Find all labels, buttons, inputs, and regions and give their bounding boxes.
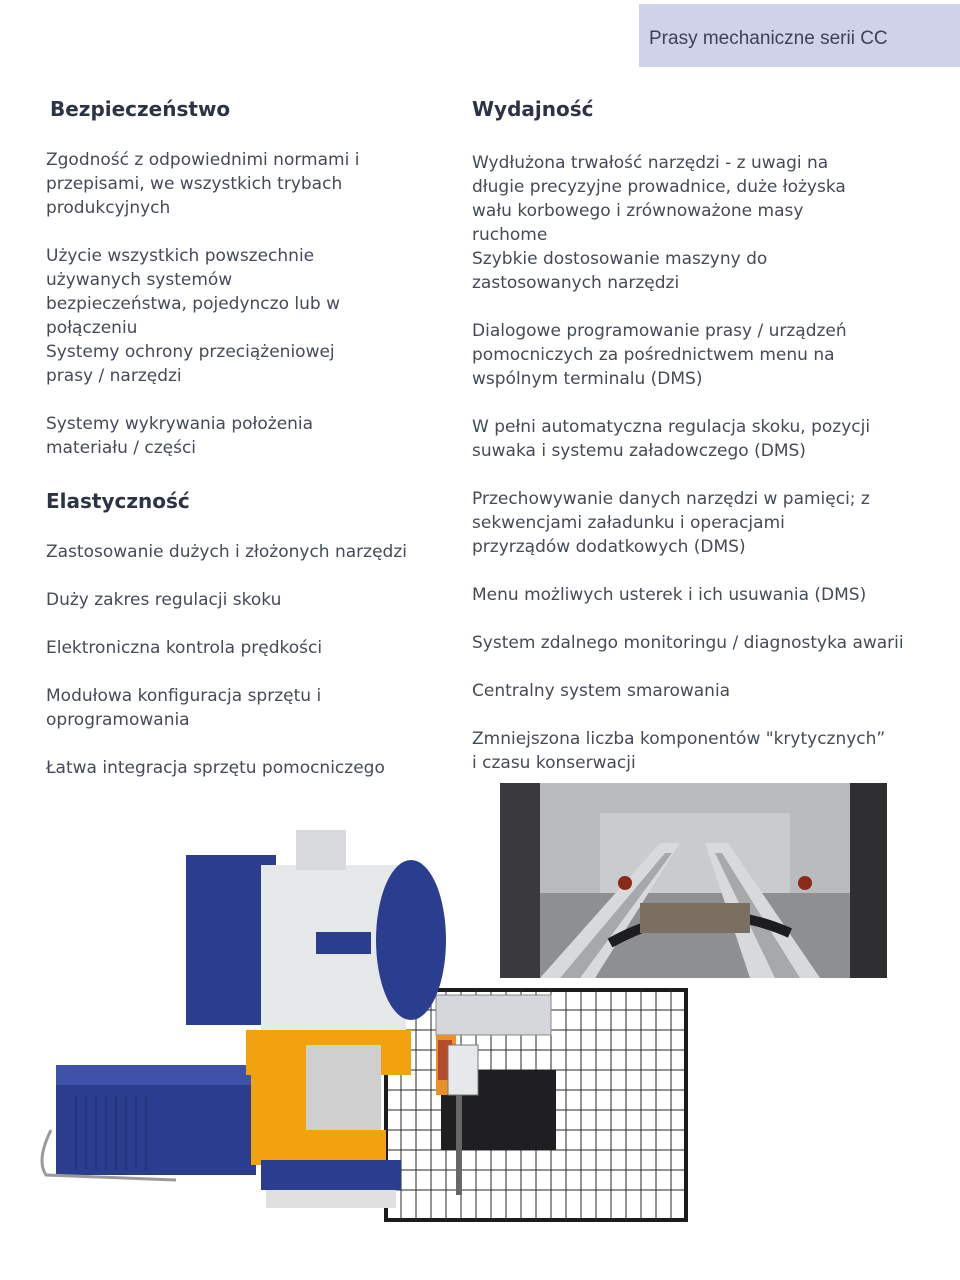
perf-item: Wydłużona trwałość narzędzi - z uwagi na długie precyzyjne prowadnice, duże łożyska wału korbowego i zrównoważone masy ruchome	[472, 153, 846, 245]
perf-item: Menu możliwych usterek i ich usuwania (DMS)	[472, 585, 867, 605]
header-tab	[639, 4, 960, 67]
perf-item: Centralny system smarowania	[472, 681, 731, 701]
flexibility-heading: Elastyczność	[46, 489, 190, 513]
safety-item: Systemy ochrony przeciążeniowej prasy / narzędzi	[46, 342, 335, 386]
perf-item: W pełni automatyczna regulacja skoku, pozycji suwaka i systemu załadowczego (DMS)	[472, 417, 871, 461]
header-title: Prasy mechaniczne serii CC	[649, 28, 888, 49]
safety-item: Użycie wszystkich powszechnie używanych systemów bezpieczeństwa, pojedynczo lub w połączeniu	[46, 246, 340, 338]
performance-heading: Wydajność	[472, 97, 594, 121]
perf-item: Przechowywanie danych narzędzi w pamięci; z sekwencjami załadunku i operacjami przyrządów dodatkowych (DMS)	[472, 489, 870, 557]
perf-item: Dialogowe programowanie prasy / urządzeń pomocniczych za pośrednictwem menu na wspólnym terminalu (DMS)	[472, 321, 847, 389]
flex-item: Łatwa integracja sprzętu pomocniczego	[46, 758, 385, 778]
flex-item: Zastosowanie dużych i złożonych narzędzi	[46, 542, 407, 562]
flex-item: Modułowa konfiguracja sprzętu i oprogramowania	[46, 686, 322, 730]
safety-item: Zgodność z odpowiednimi normami i przepisami, we wszystkich trybach produkcyjnych	[46, 150, 360, 218]
perf-item: Szybkie dostosowanie maszyny do zastosowanych narzędzi	[472, 249, 768, 293]
perf-item: System zdalnego monitoringu / diagnostyka awarii	[472, 633, 904, 653]
perf-item: Zmniejszona liczba komponentów "krytycznych” i czasu konserwacji	[472, 729, 886, 773]
safety-item: Systemy wykrywania położenia materiału / części	[46, 414, 314, 458]
flex-item: Duży zakres regulacji skoku	[46, 590, 282, 610]
press-machine-photo	[36, 830, 704, 1230]
safety-heading: Bezpieczeństwo	[50, 97, 231, 121]
flex-item: Elektroniczna kontrola prędkości	[46, 638, 323, 658]
